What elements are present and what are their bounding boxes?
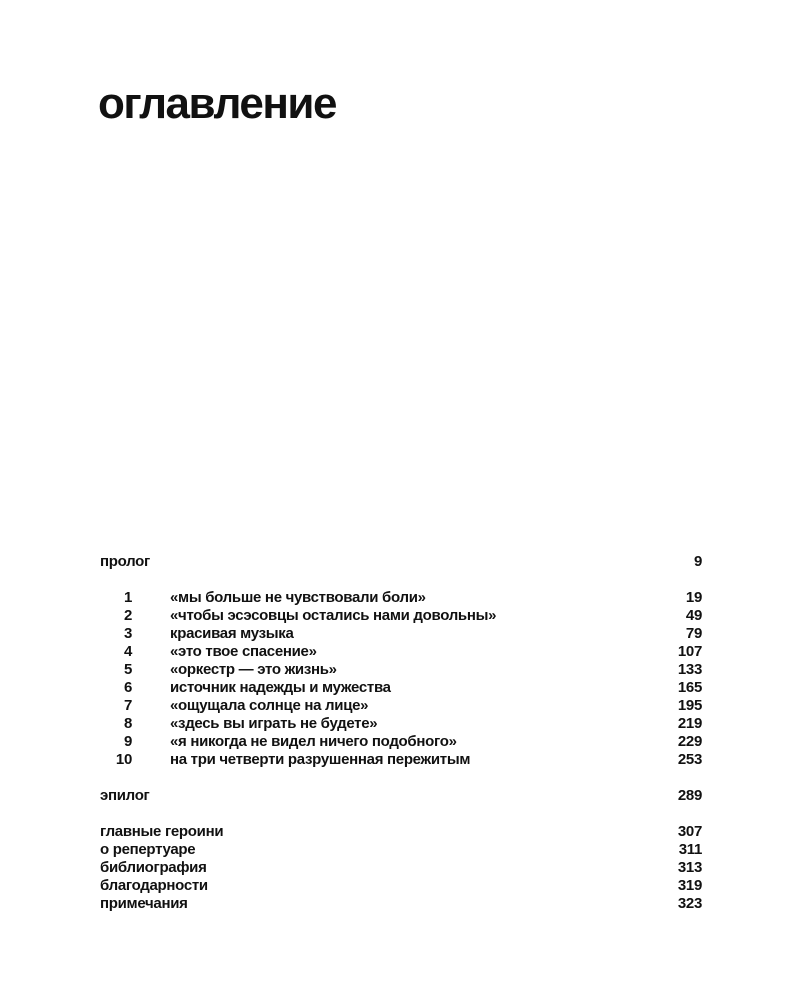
toc-page-number: 107 [677,643,702,660]
toc-row-backmatter[interactable] [100,841,702,859]
chapter-number: 1 [123,589,132,606]
toc-row-epilogue[interactable] [100,787,702,805]
toc-row-chapter[interactable] [100,751,702,769]
toc-row-chapter[interactable] [100,733,702,751]
spacer [100,571,702,589]
toc-row-backmatter[interactable] [100,895,702,913]
chapter-title: источник надежды и мужества [170,679,391,696]
chapter-number: 10 [115,751,132,768]
toc-row-backmatter[interactable] [100,823,702,841]
chapter-number: 3 [123,625,132,642]
chapter-number: 4 [123,643,132,660]
chapter-number: 7 [123,697,132,714]
toc-page-number: 79 [685,625,702,642]
toc-row-chapter[interactable] [100,715,702,733]
toc-row-chapter[interactable] [100,589,702,607]
toc-label: благодарности [100,877,208,894]
toc-page-number: 19 [685,589,702,606]
toc-label: главные героини [100,823,224,840]
toc-page-number: 133 [677,661,702,678]
toc-page-number: 313 [677,859,702,876]
chapter-title: «мы больше не чувствовали боли» [170,589,426,606]
chapter-title: «это твое спасение» [170,643,317,660]
toc-page-number: 323 [677,895,702,912]
toc-row-backmatter[interactable] [100,877,702,895]
chapter-title: «здесь вы играть не будете» [170,715,378,732]
toc-row-backmatter[interactable] [100,859,702,877]
chapter-number: 6 [123,679,132,696]
toc-row-chapter[interactable] [100,679,702,697]
toc-label: о репертуаре [100,841,196,858]
toc-page-number: 311 [678,841,702,858]
chapter-title: «оркестр — это жизнь» [170,661,337,678]
toc-page-number: 165 [677,679,702,696]
chapter-number: 8 [123,715,132,732]
toc-label: эпилог [100,787,150,804]
toc-page-number: 253 [677,751,702,768]
toc-row-chapter[interactable] [100,697,702,715]
toc-page-number: 9 [693,553,702,570]
toc-row-chapter[interactable] [100,643,702,661]
chapter-title: на три четверти разрушенная пережитым [170,751,471,768]
spacer [100,769,702,787]
toc-label: библиография [100,859,207,876]
toc-page-number: 289 [677,787,702,804]
toc-page-number: 319 [677,877,702,894]
chapter-number: 5 [123,661,132,678]
chapter-title: «чтобы эсэсовцы остались нами довольны» [170,607,497,624]
toc-label: пролог [100,553,150,570]
chapter-title: «я никогда не видел ничего подобного» [170,733,457,750]
toc-label: примечания [100,895,188,912]
toc-page-number: 195 [677,697,702,714]
toc-row-chapter[interactable] [100,661,702,679]
chapter-title: красивая музыка [170,625,294,642]
toc-page-number: 229 [677,733,702,750]
toc-page-number: 49 [685,607,702,624]
toc-row-chapter[interactable] [100,607,702,625]
toc-row-chapter[interactable] [100,625,702,643]
page-title: оглавление [98,79,336,128]
toc-row-prologue[interactable] [100,553,702,571]
chapter-number: 9 [123,733,132,750]
chapter-title: «ощущала солнце на лице» [170,697,369,714]
toc-page-number: 307 [677,823,702,840]
toc-page-number: 219 [677,715,702,732]
spacer [100,805,702,823]
chapter-number: 2 [123,607,132,624]
table-of-contents [100,553,702,913]
